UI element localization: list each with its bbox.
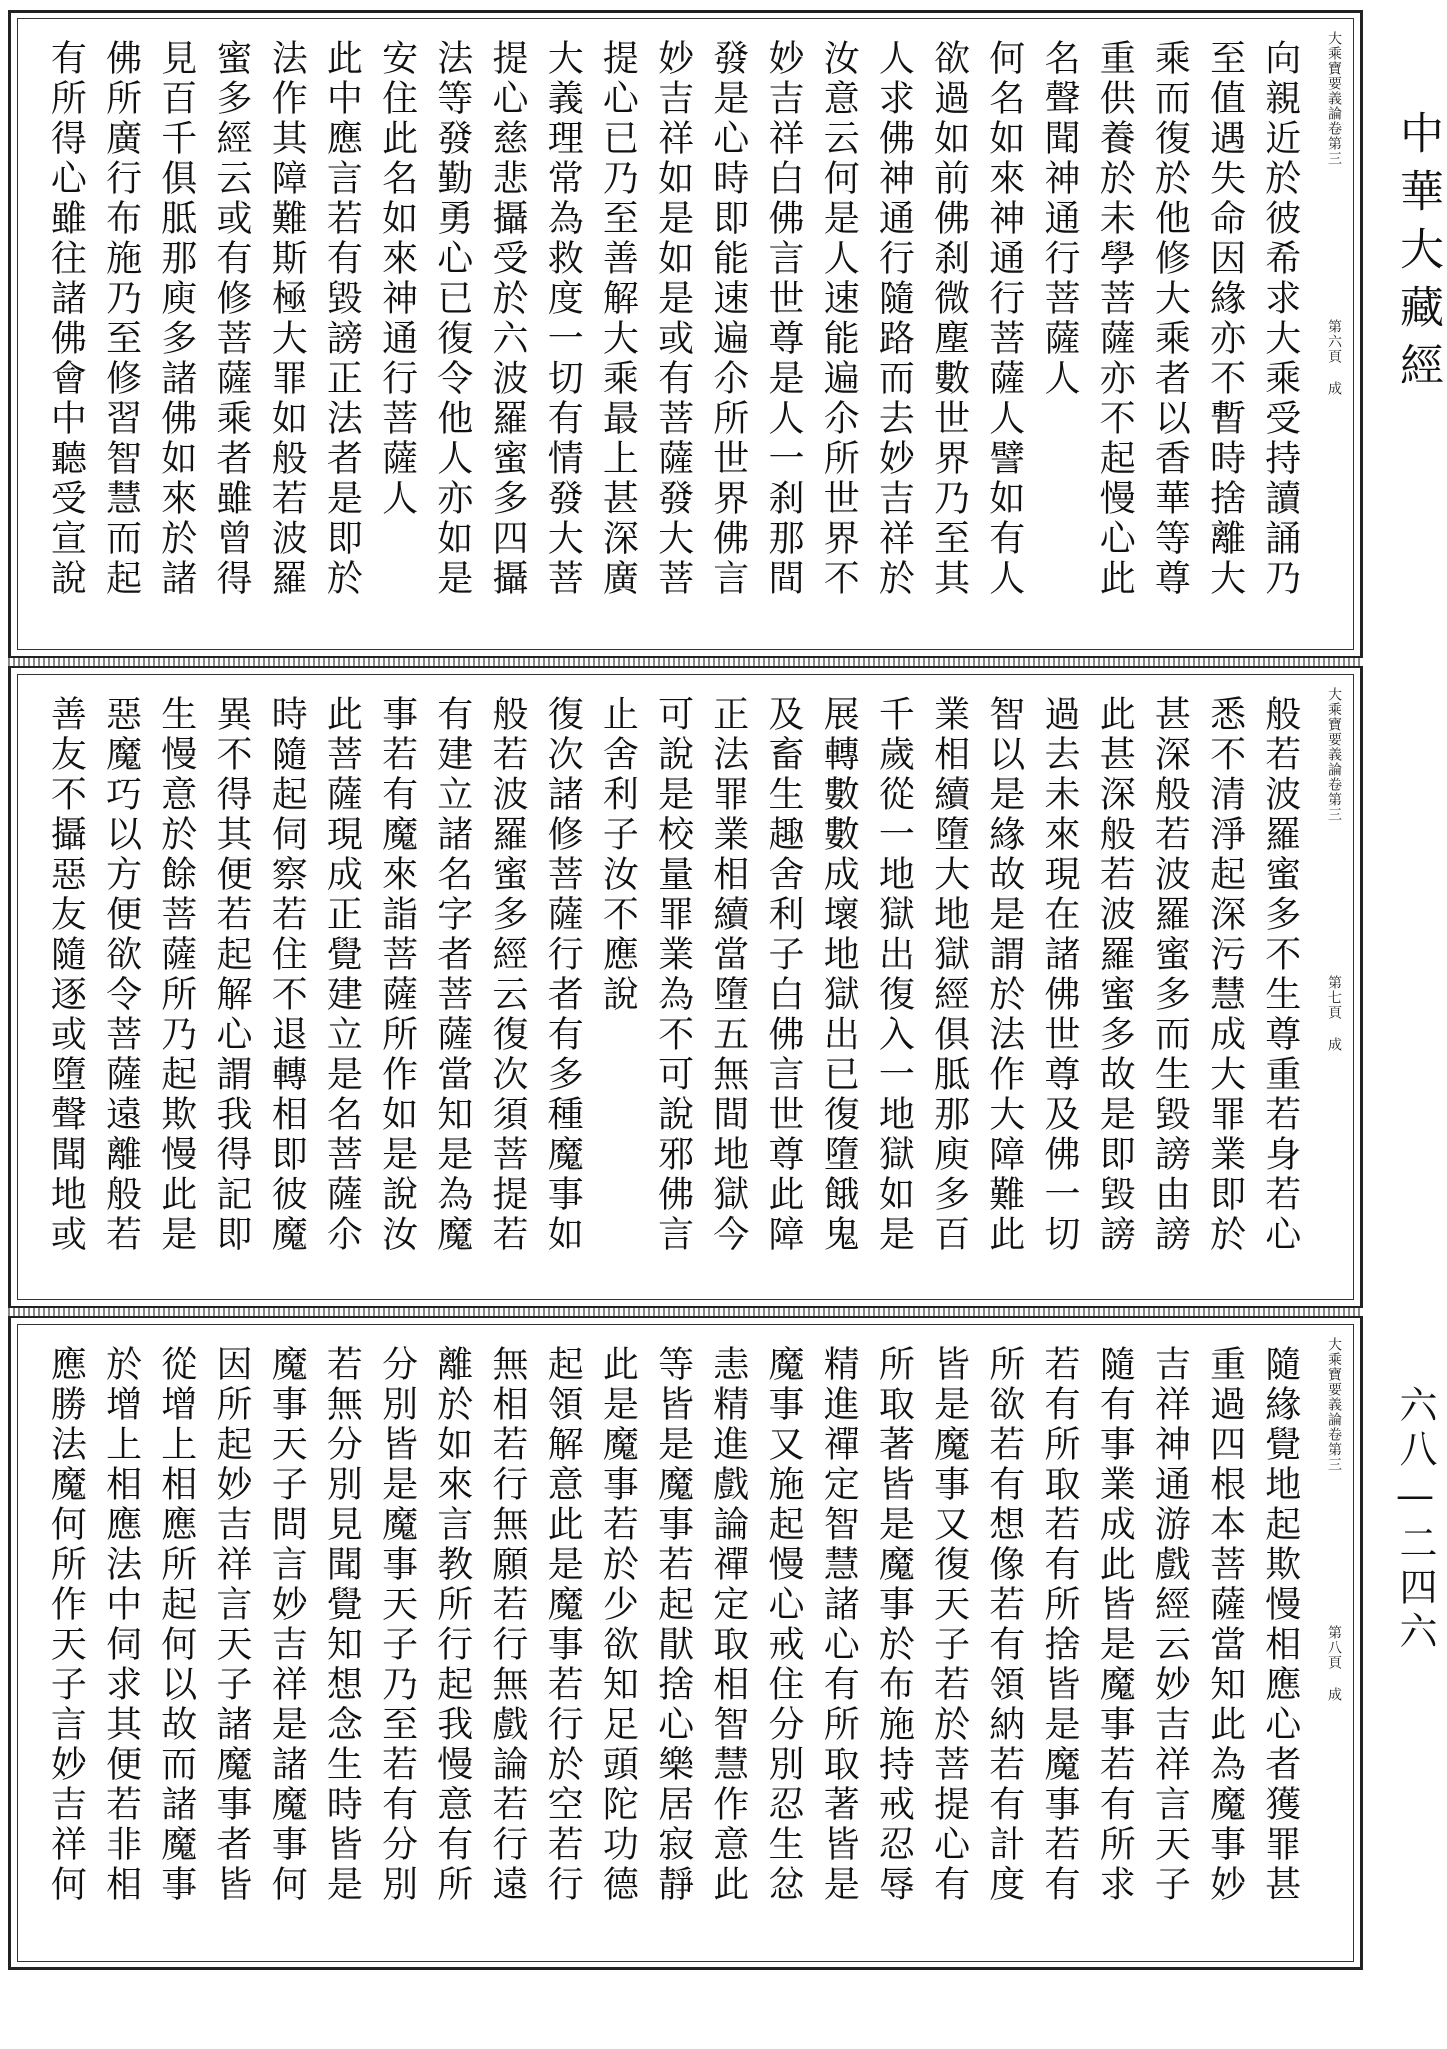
text-column: 所欲若有想像若有領納若有計度 [983,1345,1025,1905]
text-column: 於增上相應法中伺求其便若非相 [100,1345,142,1905]
text-column: 甚深般若波羅蜜多而生毀謗由謗 [1149,695,1191,1255]
text-column: 此中應言若有毀謗正法者是即於 [321,39,363,599]
text-column: 千歲從一地獄出復入一地獄如是 [873,695,915,1255]
text-column: 生慢意於餘菩薩所乃起欺慢此是 [155,695,197,1255]
text-column: 智以是緣故是謂於法作大障難此 [983,695,1025,1255]
text-column: 有所得心雖往諸佛會中聽受宣說 [45,39,87,599]
text-column: 隨有事業成此皆是魔事若有所求 [1094,1345,1136,1905]
collection-title: 中華大藏經 [1392,110,1443,400]
sutra-header: 大乘寶要義論卷第三 [1326,31,1342,166]
leaf-marker: 第八頁 成 [1326,1625,1342,1702]
text-column: 等皆是魔事若起猒捨心樂居寂靜 [652,1345,694,1905]
text-column: 皆是魔事又復天子若於菩提心有 [928,1345,970,1905]
text-column: 般若波羅蜜多經云復次須菩提若 [487,695,528,1255]
text-column: 提心已乃至善解大乘最上甚深廣 [597,39,639,599]
text-column: 汝意云何是人速能遍尒所世界不 [818,39,860,599]
text-column: 因所起妙吉祥言天子諸魔事者皆 [211,1345,252,1905]
text-panel-bottom [8,1318,1363,1968]
text-column: 事若有魔來詣菩薩所作如是說汝 [376,695,418,1255]
text-column: 重過四根本菩薩當知此為魔事妙 [1204,1345,1246,1905]
panel-divider [8,656,1363,668]
text-column: 法作其障難斯極大罪如般若波羅 [266,39,308,599]
text-column: 無相若行無願若行無戲論若行遠 [487,1345,528,1905]
text-column: 安住此名如來神通行菩薩人 [376,39,418,519]
text-column: 般若波羅蜜多不生尊重若身若心 [1259,695,1301,1255]
panel-border [17,18,1354,650]
text-column: 吉祥神通游戲經云妙吉祥言天子 [1149,1345,1191,1905]
text-column: 法等發勤勇心已復令他人亦如是 [431,39,473,599]
leaf-marker: 第六頁 成 [1326,319,1342,396]
text-column: 復次諸修菩薩行者有多種魔事如 [542,695,584,1255]
text-columns [18,19,1353,649]
text-column: 止舍利子汝不應說 [597,695,639,1015]
text-column: 時隨起伺察若住不退轉相即彼魔 [266,695,308,1255]
text-column: 正法罪業相續當墮五無間地獄今 [707,695,749,1255]
text-column: 悉不清淨起深污慧成大罪業即於 [1204,695,1246,1255]
text-column: 分別皆是魔事天子乃至若有分別 [376,1345,418,1905]
text-column: 魔事又施起慢心戒住分別忍生忿 [763,1345,804,1905]
text-column: 展轉數數成壞地獄出已復墮餓鬼 [818,695,860,1255]
text-column: 離於如來言教所行起我慢意有所 [431,1345,473,1905]
text-column: 重供養於未學菩薩亦不起慢心此 [1094,39,1136,599]
text-column: 此甚深般若波羅蜜多故是即毀謗 [1094,695,1136,1255]
text-panel-top [8,12,1363,656]
sutra-header: 大乘寶要義論卷第三 [1326,1337,1342,1472]
text-column: 此菩薩現成正覺建立是名菩薩尒 [321,695,363,1255]
sutra-header: 大乘寶要義論卷第三 [1326,687,1342,822]
text-column: 妙吉祥如是如是或有菩薩發大菩 [652,39,694,599]
text-column: 異不得其便若起解心謂我得記即 [211,695,252,1255]
text-column: 應勝法魔何所作天子言妙吉祥何 [45,1345,87,1905]
text-column: 此是魔事若於少欲知足頭陀功德 [597,1345,639,1905]
text-column: 欲過如前佛刹微塵數世界乃至其 [928,39,970,599]
text-column: 所取著皆是魔事於布施持戒忍辱 [873,1345,915,1905]
text-column: 魔事天子問言妙吉祥是諸魔事何 [266,1345,308,1905]
text-column: 精進禪定智慧諸心有所取著皆是 [818,1345,860,1905]
text-column: 過去未來現在諸佛世尊及佛一切 [1039,695,1080,1255]
text-column: 惡魔巧以方便欲令菩薩遠離般若 [100,695,142,1255]
text-column: 隨緣覺地起欺慢相應心者獲罪甚 [1259,1345,1301,1905]
text-column: 至值遇失命因緣亦不暫時捨離大 [1204,39,1246,599]
text-column: 恚精進戲論禪定取相智慧作意此 [707,1345,749,1905]
text-column: 提心慈悲攝受於六波羅蜜多四攝 [487,39,528,599]
text-column: 可說是校量罪業為不可說邪佛言 [652,695,694,1255]
text-column: 發是心時即能速遍尒所世界佛言 [707,39,749,599]
text-column: 有建立諸名字者菩薩當知是為魔 [431,695,473,1255]
panel-divider [8,1306,1363,1318]
text-column: 及畜生趣舍利子白佛言世尊此障 [763,695,804,1255]
text-column: 若無分別見聞覺知想念生時皆是 [321,1345,363,1905]
text-column: 向親近於彼希求大乘受持讀誦乃 [1259,39,1301,599]
text-column: 若有所取若有所捨皆是魔事若有 [1039,1345,1080,1905]
panel-border [17,1324,1354,1962]
text-column: 人求佛神通行隨路而去妙吉祥於 [873,39,915,599]
text-column: 佛所廣行布施乃至修習智慧而起 [100,39,142,599]
text-column: 業相續墮大地獄經俱胝那庾多百 [928,695,970,1255]
text-column: 起領解意此是魔事若行於空若行 [542,1345,584,1905]
panel-border [17,674,1354,1300]
leaf-marker: 第七頁 成 [1326,975,1342,1052]
text-columns [18,1325,1353,1961]
text-columns [18,675,1353,1299]
text-column: 見百千俱胝那庾多諸佛如來於諸 [155,39,197,599]
page-number: 六八—二四六 [1393,1385,1437,1655]
text-column: 何名如來神通行菩薩人譬如有人 [983,39,1025,599]
text-column: 妙吉祥白佛言世尊是人一刹那間 [763,39,804,599]
text-panel-middle [8,668,1363,1306]
text-column: 大義理常為救度一切有情發大菩 [542,39,584,599]
text-column: 善友不攝惡友隨逐或墮聲聞地或 [45,695,87,1255]
text-column: 乘而復於他修大乘者以香華等尊 [1149,39,1191,599]
text-column: 從增上相應所起何以故而諸魔事 [155,1345,197,1905]
text-column: 名聲聞神通行菩薩人 [1039,39,1080,399]
text-column: 蜜多經云或有修菩薩乘者雖曾得 [211,39,252,599]
